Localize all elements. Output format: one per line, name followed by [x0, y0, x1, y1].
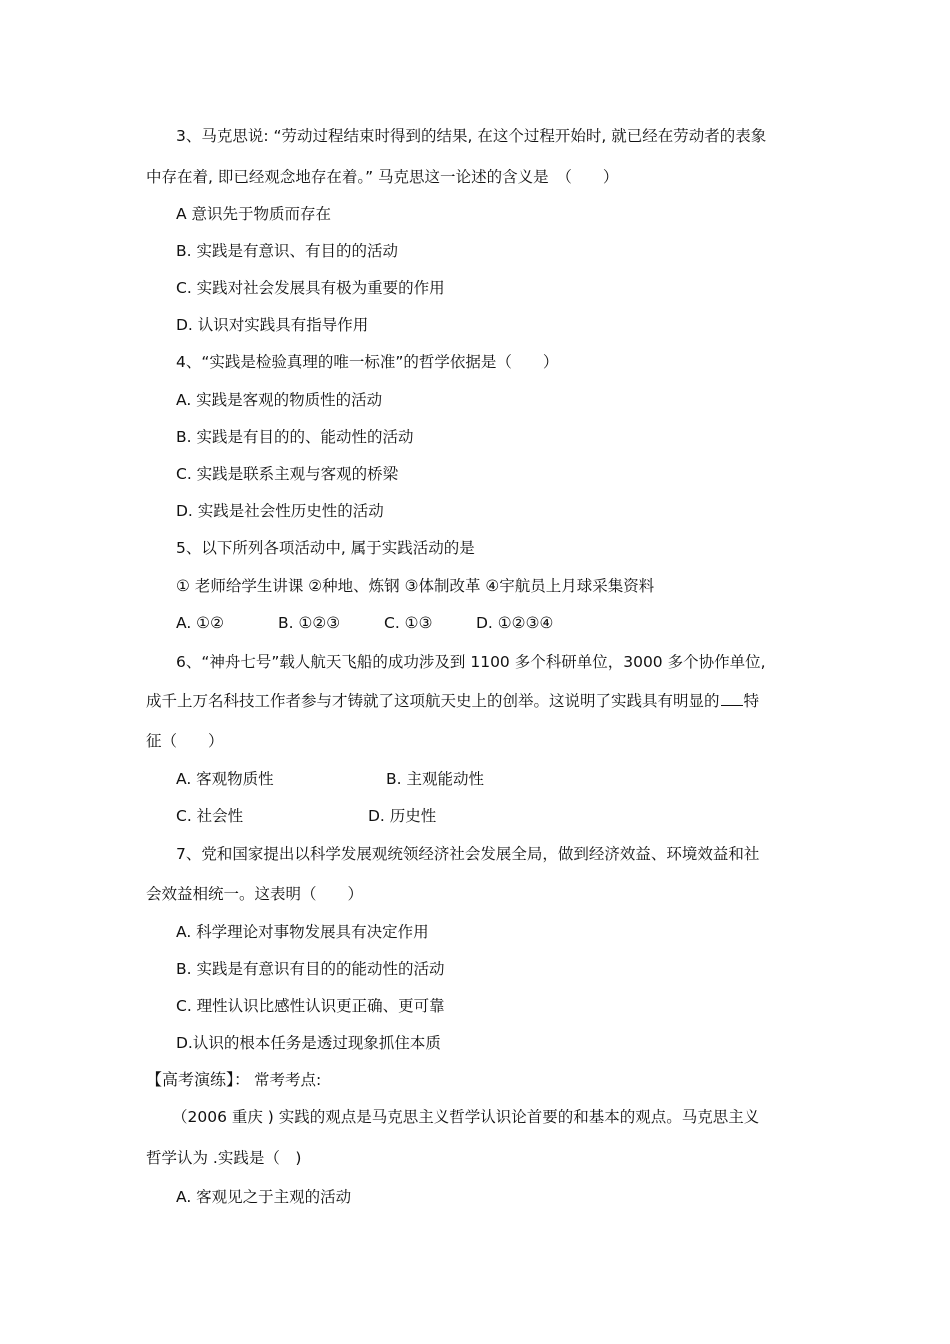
- q7-option-c: C. 理性认识比感性认识更正确、更可靠: [176, 997, 445, 1015]
- gk-stem-line-1: （2006 重庆 ) 实践的观点是马克思主义哲学认识论首要的和基本的观点。马克思主义: [172, 1108, 760, 1126]
- q6-stem-line-2-end: 特: [743, 692, 760, 710]
- section-subtitle: 常考考点:: [254, 1071, 322, 1089]
- q3-stem-line-1: 3、马克思说: “劳动过程结束时得到的结果, 在这个过程开始时, 就已经在劳动者的表象: [176, 127, 767, 145]
- q3-stem-line-2: 中存在着, 即已经观念地存在着。” 马克思这一论述的含义是 （ ）: [146, 168, 619, 186]
- q5-option-a: A. ①②: [176, 614, 224, 632]
- q6-option-d: D. 历史性: [368, 807, 437, 825]
- q7-option-d: D.认识的根本任务是透过现象抓住本质: [176, 1034, 441, 1052]
- q4-option-c: C. 实践是联系主观与客观的桥梁: [176, 465, 399, 483]
- q5-option-c: C. ①③: [384, 614, 433, 632]
- q5-items: ① 老师给学生讲课 ②种地、炼钢 ③体制改革 ④宇航员上月球采集资料: [176, 577, 655, 595]
- q6-stem-line-2-text: 成千上万名科技工作者参与才铸就了这项航天史上的创举。这说明了实践具有明显的: [146, 692, 720, 710]
- q4-option-a: A. 实践是客观的物质性的活动: [176, 391, 383, 409]
- q6-option-c: C. 社会性: [176, 807, 244, 825]
- q5-stem: 5、以下所列各项活动中, 属于实践活动的是: [176, 539, 475, 557]
- q6-stem-line-3: 征（ ）: [146, 732, 224, 750]
- answer-blank: [721, 691, 743, 706]
- section-heading: [146, 1069, 321, 1091]
- q7-option-b: B. 实践是有意识有目的的能动性的活动: [176, 960, 445, 978]
- q3-option-d: D. 认识对实践具有指导作用: [176, 316, 369, 334]
- q3-option-a: A 意识先于物质而存在: [176, 205, 332, 223]
- section-title: 【高考演练】：: [146, 1070, 251, 1089]
- gk-stem-line-2: 哲学认为 .实践是（ ): [146, 1149, 302, 1167]
- gk-option-a: A. 客观见之于主观的活动: [176, 1188, 352, 1206]
- q4-stem: 4、“实践是检验真理的唯一标准”的哲学依据是（ ）: [176, 353, 559, 371]
- q5-option-b: B. ①②③: [278, 614, 341, 632]
- q7-option-a: A. 科学理论对事物发展具有决定作用: [176, 923, 429, 941]
- q6-stem-line-1: 6、“神舟七号”载人航天飞船的成功涉及到 1100 多个科研单位，3000 多个协作单位,: [176, 653, 766, 671]
- q3-option-b: B. 实践是有意识、有目的的活动: [176, 242, 398, 260]
- q6-stem-line-2: [146, 690, 759, 712]
- q5-option-d: D. ①②③④: [476, 614, 554, 632]
- q6-option-b: B. 主观能动性: [386, 770, 484, 788]
- q7-stem-line-1: 7、党和国家提出以科学发展观统领经济社会发展全局，做到经济效益、环境效益和社: [176, 845, 760, 863]
- q3-option-c: C. 实践对社会发展具有极为重要的作用: [176, 279, 445, 297]
- q7-stem-line-2: 会效益相统一。这表明（ ）: [146, 885, 364, 903]
- q4-option-b: B. 实践是有目的的、能动性的活动: [176, 428, 414, 446]
- q4-option-d: D. 实践是社会性历史性的活动: [176, 502, 384, 520]
- q6-option-a: A. 客观物质性: [176, 770, 274, 788]
